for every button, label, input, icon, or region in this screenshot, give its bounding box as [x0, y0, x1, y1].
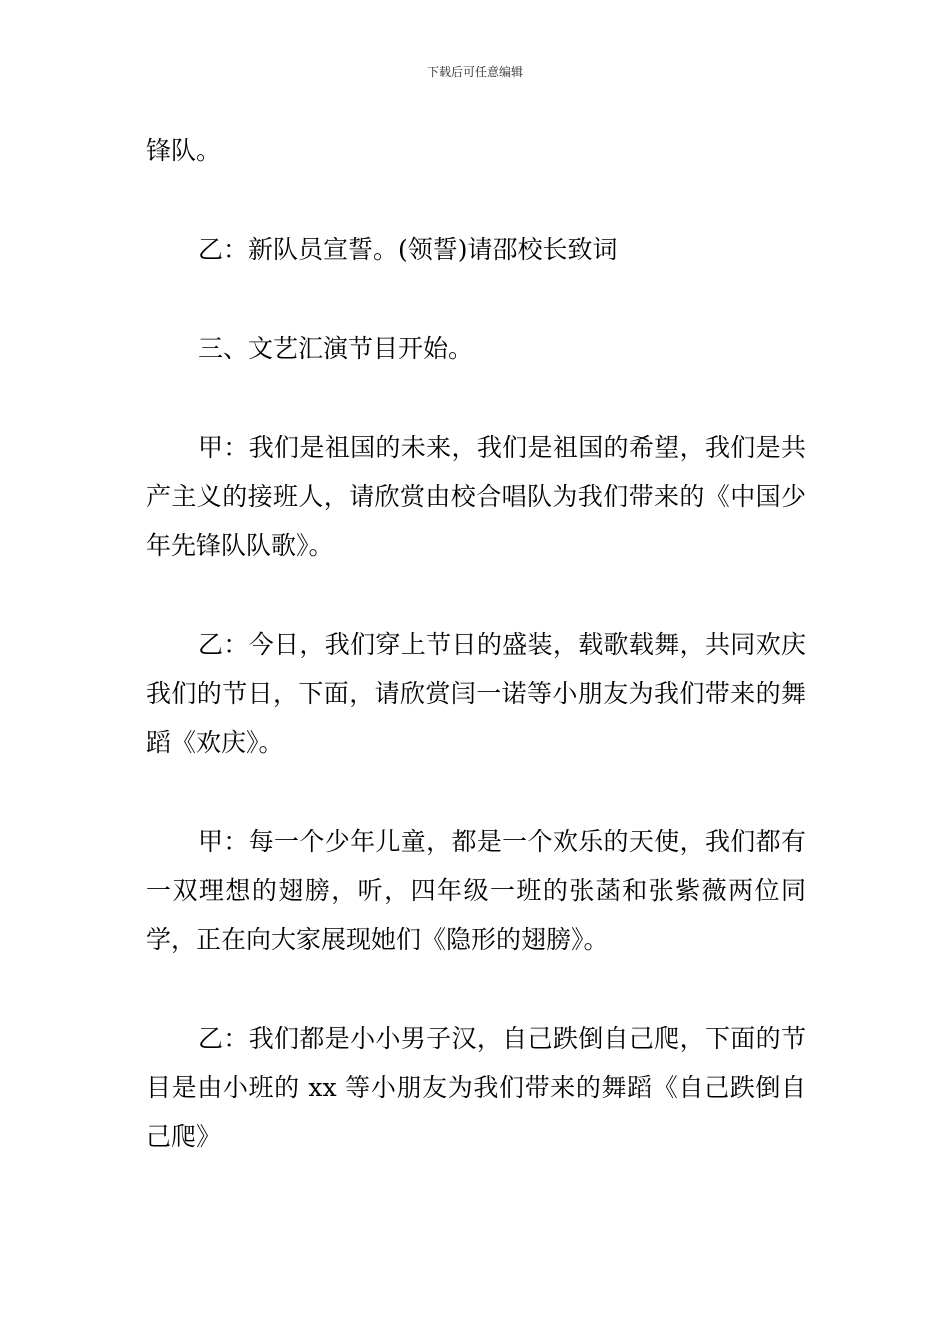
- document-body: [146, 126, 806, 1211]
- paragraph-section-three: 三、文艺汇演节目开始。: [198, 334, 474, 363]
- page-header-note: 下载后可任意编辑: [426, 65, 523, 79]
- paragraph-continuation: 锋队。: [146, 136, 222, 165]
- paragraph-dance-celebration: 乙：今日，我们穿上节日的盛装，载歌载舞，共同欢庆我们的节日，下面，请欣赏闫一诺等小朋友为我们带来的舞蹈《欢庆》。: [146, 630, 806, 757]
- paragraph-self-reliance-dance: 乙：我们都是小小男子汉，自己跌倒自己爬，下面的节目是由小班的 xx 等小朋友为我们带来的舞蹈《自己跌倒自己爬》: [146, 1024, 806, 1151]
- paragraph-invisible-wings: 甲：每一个少年儿童，都是一个欢乐的天使，我们都有一双理想的翅膀，听，四年级一班的张菡和张紫薇两位同学，正在向大家展现她们《隐形的翅膀》。: [146, 827, 806, 954]
- paragraph-anthem: 甲：我们是祖国的未来，我们是祖国的希望，我们是共产主义的接班人，请欣赏由校合唱队为我们带来的《中国少年先锋队队歌》。: [146, 433, 806, 560]
- paragraph-oath: 乙：新队员宣誓。(领誓)请邵校长致词: [198, 235, 618, 264]
